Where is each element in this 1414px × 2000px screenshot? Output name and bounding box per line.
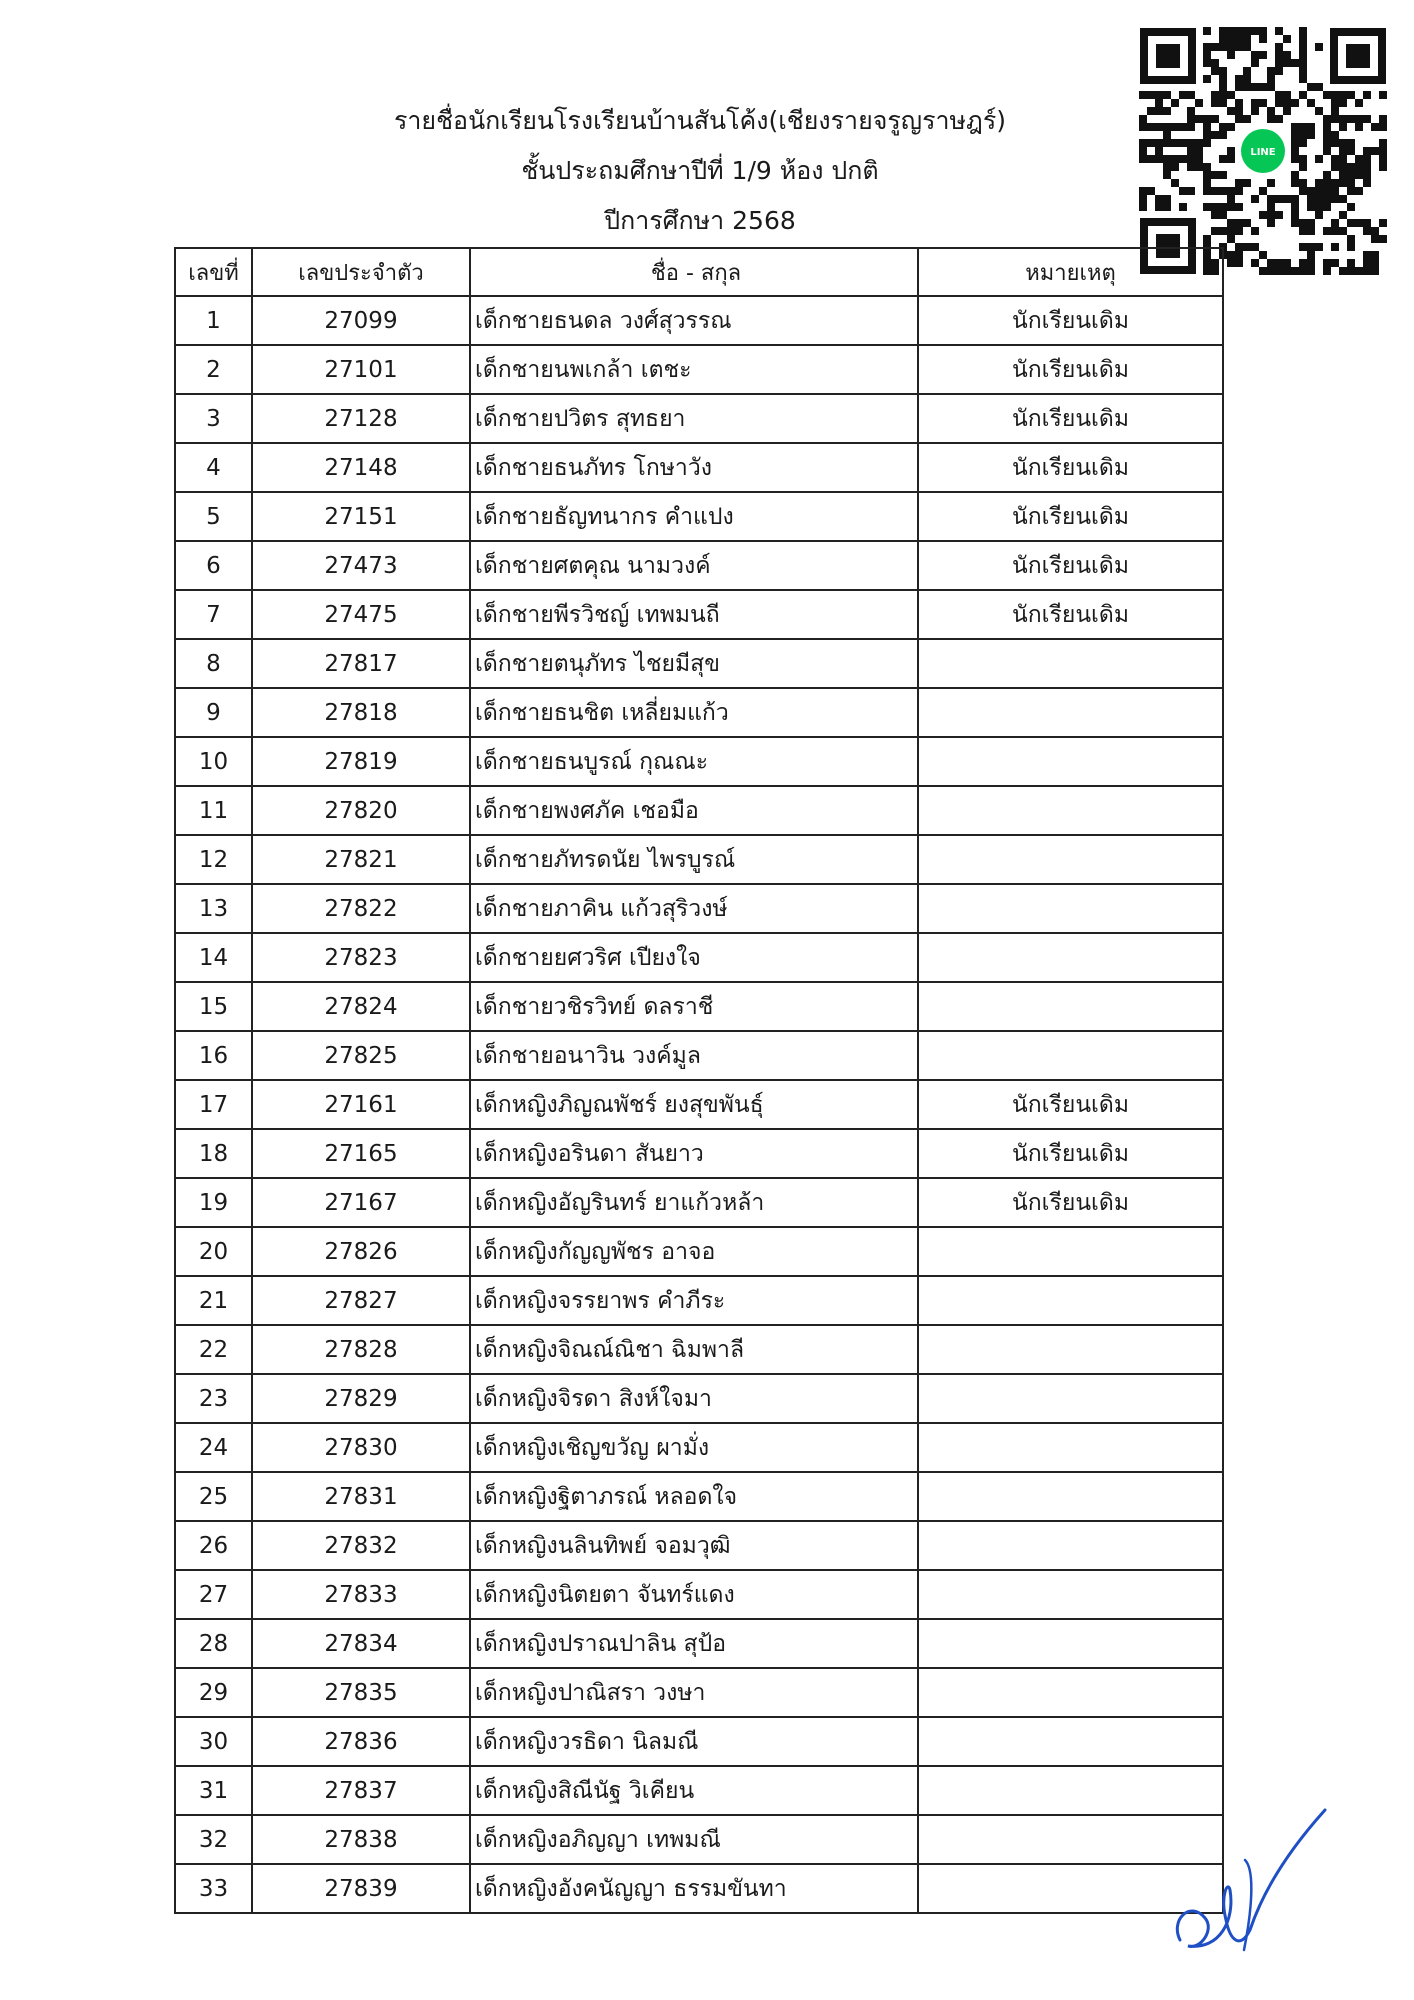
cell-number: 15 bbox=[175, 982, 252, 1031]
cell-number: 16 bbox=[175, 1031, 252, 1080]
table-row bbox=[175, 1570, 1223, 1619]
student-roster-table bbox=[174, 247, 1224, 1914]
cell-remark: นักเรียนเดิม bbox=[918, 345, 1223, 394]
cell-number: 4 bbox=[175, 443, 252, 492]
table-row bbox=[175, 835, 1223, 884]
cell-full-name: เด็กหญิงจิณณ์ณิชา ฉิมพาลี bbox=[470, 1325, 918, 1374]
cell-remark bbox=[918, 1570, 1223, 1619]
cell-student-id: 27825 bbox=[252, 1031, 470, 1080]
cell-remark bbox=[918, 786, 1223, 835]
cell-number: 32 bbox=[175, 1815, 252, 1864]
header-remark: หมายเหตุ bbox=[918, 248, 1223, 296]
cell-student-id: 27833 bbox=[252, 1570, 470, 1619]
cell-student-id: 27128 bbox=[252, 394, 470, 443]
cell-student-id: 27099 bbox=[252, 296, 470, 345]
cell-remark bbox=[918, 884, 1223, 933]
cell-full-name: เด็กชายปวิตร สุทธยา bbox=[470, 394, 918, 443]
cell-full-name: เด็กชายธนดล วงศ์สุวรรณ bbox=[470, 296, 918, 345]
grade-class-line: ชั้นประถมศึกษาปีที่ 1/9 ห้อง ปกติ bbox=[521, 156, 879, 185]
cell-student-id: 27827 bbox=[252, 1276, 470, 1325]
cell-student-id: 27473 bbox=[252, 541, 470, 590]
table-row bbox=[175, 1668, 1223, 1717]
cell-remark bbox=[918, 933, 1223, 982]
cell-remark: นักเรียนเดิม bbox=[918, 1178, 1223, 1227]
cell-student-id: 27822 bbox=[252, 884, 470, 933]
academic-year-line: ปีการศึกษา 2568 bbox=[604, 206, 796, 235]
table-row bbox=[175, 1766, 1223, 1815]
table-header-row bbox=[175, 248, 1223, 296]
cell-remark bbox=[918, 1521, 1223, 1570]
cell-student-id: 27838 bbox=[252, 1815, 470, 1864]
cell-number: 29 bbox=[175, 1668, 252, 1717]
cell-full-name: เด็กหญิงปาณิสรา วงษา bbox=[470, 1668, 918, 1717]
document-title: รายชื่อนักเรียนโรงเรียนบ้านสันโค้ง(เชียงรายจรูญราษฎร์) bbox=[393, 106, 1007, 135]
cell-number: 10 bbox=[175, 737, 252, 786]
cell-student-id: 27148 bbox=[252, 443, 470, 492]
cell-number: 30 bbox=[175, 1717, 252, 1766]
cell-number: 24 bbox=[175, 1423, 252, 1472]
cell-remark: นักเรียนเดิม bbox=[918, 394, 1223, 443]
header-number: เลขที่ bbox=[175, 248, 252, 296]
table-row bbox=[175, 541, 1223, 590]
finder-pattern-top-right bbox=[1330, 28, 1386, 84]
cell-remark bbox=[918, 1031, 1223, 1080]
table-row bbox=[175, 492, 1223, 541]
cell-remark bbox=[918, 1668, 1223, 1717]
cell-number: 11 bbox=[175, 786, 252, 835]
cell-remark: นักเรียนเดิม bbox=[918, 590, 1223, 639]
table-row bbox=[175, 786, 1223, 835]
cell-student-id: 27830 bbox=[252, 1423, 470, 1472]
cell-full-name: เด็กหญิงจรรยาพร คำภีระ bbox=[470, 1276, 918, 1325]
cell-number: 23 bbox=[175, 1374, 252, 1423]
cell-student-id: 27101 bbox=[252, 345, 470, 394]
cell-number: 2 bbox=[175, 345, 252, 394]
cell-student-id: 27151 bbox=[252, 492, 470, 541]
table-row bbox=[175, 1325, 1223, 1374]
qr-code-icon bbox=[1136, 24, 1390, 278]
cell-student-id: 27836 bbox=[252, 1717, 470, 1766]
cell-number: 9 bbox=[175, 688, 252, 737]
cell-full-name: เด็กหญิงกัญญพัชร อาจอ bbox=[470, 1227, 918, 1276]
document-header bbox=[300, 96, 1100, 246]
cell-full-name: เด็กหญิงอังคนัญญา ธรรมขันทา bbox=[470, 1864, 918, 1913]
cell-full-name: เด็กชายพีรวิชญ์ เทพมนถี bbox=[470, 590, 918, 639]
cell-student-id: 27824 bbox=[252, 982, 470, 1031]
cell-full-name: เด็กชายยศวริศ เปียงใจ bbox=[470, 933, 918, 982]
cell-remark: นักเรียนเดิม bbox=[918, 1129, 1223, 1178]
cell-full-name: เด็กหญิงอัญรินทร์ ยาแก้วหล้า bbox=[470, 1178, 918, 1227]
cell-student-id: 27826 bbox=[252, 1227, 470, 1276]
cell-full-name: เด็กชายภาคิน แก้วสุริวงษ์ bbox=[470, 884, 918, 933]
cell-full-name: เด็กหญิงวรธิดา นิลมณี bbox=[470, 1717, 918, 1766]
cell-student-id: 27475 bbox=[252, 590, 470, 639]
cell-remark: นักเรียนเดิม bbox=[918, 443, 1223, 492]
cell-number: 8 bbox=[175, 639, 252, 688]
cell-full-name: เด็กหญิงภิญณพัชร์ ยงสุขพันธุ์ bbox=[470, 1080, 918, 1129]
cell-full-name: เด็กชายนพเกล้า เตชะ bbox=[470, 345, 918, 394]
cell-number: 12 bbox=[175, 835, 252, 884]
cell-student-id: 27828 bbox=[252, 1325, 470, 1374]
cell-number: 3 bbox=[175, 394, 252, 443]
cell-number: 18 bbox=[175, 1129, 252, 1178]
cell-remark bbox=[918, 1325, 1223, 1374]
cell-full-name: เด็กหญิงสิณีนัฐ วิเคียน bbox=[470, 1766, 918, 1815]
cell-full-name: เด็กชายภัทรดนัย ไพรบูรณ์ bbox=[470, 835, 918, 884]
cell-number: 14 bbox=[175, 933, 252, 982]
table-row bbox=[175, 933, 1223, 982]
table-row bbox=[175, 394, 1223, 443]
cell-full-name: เด็กชายพงศภัค เชอมือ bbox=[470, 786, 918, 835]
cell-full-name: เด็กชายธนชิต เหลี่ยมแก้ว bbox=[470, 688, 918, 737]
cell-student-id: 27831 bbox=[252, 1472, 470, 1521]
cell-remark: นักเรียนเดิม bbox=[918, 541, 1223, 590]
cell-full-name: เด็กหญิงปราณปาลิน สุป้อ bbox=[470, 1619, 918, 1668]
cell-full-name: เด็กชายศตคุณ นามวงค์ bbox=[470, 541, 918, 590]
cell-full-name: เด็กชายธัญทนากร คำแปง bbox=[470, 492, 918, 541]
cell-full-name: เด็กหญิงอภิญญา เทพมณี bbox=[470, 1815, 918, 1864]
cell-number: 25 bbox=[175, 1472, 252, 1521]
cell-student-id: 27829 bbox=[252, 1374, 470, 1423]
cell-full-name: เด็กชายธนภัทร โกษาวัง bbox=[470, 443, 918, 492]
table-row bbox=[175, 639, 1223, 688]
cell-remark bbox=[918, 982, 1223, 1031]
table-row bbox=[175, 1815, 1223, 1864]
cell-number: 7 bbox=[175, 590, 252, 639]
cell-remark bbox=[918, 1276, 1223, 1325]
cell-student-id: 27835 bbox=[252, 1668, 470, 1717]
cell-number: 5 bbox=[175, 492, 252, 541]
cell-number: 26 bbox=[175, 1521, 252, 1570]
table-body bbox=[175, 296, 1223, 1913]
line-badge-text: LINE bbox=[1250, 147, 1276, 158]
table-row bbox=[175, 1472, 1223, 1521]
cell-student-id: 27832 bbox=[252, 1521, 470, 1570]
table-row bbox=[175, 345, 1223, 394]
cell-student-id: 27165 bbox=[252, 1129, 470, 1178]
cell-remark: นักเรียนเดิม bbox=[918, 296, 1223, 345]
line-logo-badge bbox=[1237, 125, 1289, 177]
table-row bbox=[175, 296, 1223, 345]
cell-student-id: 27820 bbox=[252, 786, 470, 835]
cell-remark bbox=[918, 1227, 1223, 1276]
cell-full-name: เด็กหญิงนลินทิพย์ จอมวุฒิ bbox=[470, 1521, 918, 1570]
cell-student-id: 27837 bbox=[252, 1766, 470, 1815]
cell-student-id: 27817 bbox=[252, 639, 470, 688]
cell-student-id: 27839 bbox=[252, 1864, 470, 1913]
cell-remark: นักเรียนเดิม bbox=[918, 1080, 1223, 1129]
cell-student-id: 27821 bbox=[252, 835, 470, 884]
cell-remark bbox=[918, 835, 1223, 884]
cell-remark bbox=[918, 737, 1223, 786]
cell-full-name: เด็กหญิงอรินดา สันยาว bbox=[470, 1129, 918, 1178]
table-row bbox=[175, 1717, 1223, 1766]
cell-number: 13 bbox=[175, 884, 252, 933]
table-row bbox=[175, 1864, 1223, 1913]
signature-icon bbox=[1160, 1800, 1340, 1970]
cell-remark bbox=[918, 1472, 1223, 1521]
cell-student-id: 27161 bbox=[252, 1080, 470, 1129]
cell-remark: นักเรียนเดิม bbox=[918, 492, 1223, 541]
table-row bbox=[175, 982, 1223, 1031]
table-row bbox=[175, 1080, 1223, 1129]
cell-remark bbox=[918, 1374, 1223, 1423]
cell-number: 6 bbox=[175, 541, 252, 590]
cell-number: 1 bbox=[175, 296, 252, 345]
table-row bbox=[175, 590, 1223, 639]
table-row bbox=[175, 1423, 1223, 1472]
cell-remark bbox=[918, 1619, 1223, 1668]
finder-pattern-top-left bbox=[1140, 28, 1196, 84]
table-row bbox=[175, 884, 1223, 933]
table-row bbox=[175, 688, 1223, 737]
cell-remark bbox=[918, 1717, 1223, 1766]
table-row bbox=[175, 737, 1223, 786]
cell-student-id: 27823 bbox=[252, 933, 470, 982]
cell-full-name: เด็กชายตนุภัทร ไชยมีสุข bbox=[470, 639, 918, 688]
cell-full-name: เด็กหญิงจิรดา สิงห์ใจมา bbox=[470, 1374, 918, 1423]
table-row bbox=[175, 443, 1223, 492]
table-row bbox=[175, 1178, 1223, 1227]
table-row bbox=[175, 1129, 1223, 1178]
cell-full-name: เด็กชายธนบูรณ์ กุณณะ bbox=[470, 737, 918, 786]
cell-number: 20 bbox=[175, 1227, 252, 1276]
cell-student-id: 27819 bbox=[252, 737, 470, 786]
cell-number: 31 bbox=[175, 1766, 252, 1815]
cell-number: 28 bbox=[175, 1619, 252, 1668]
cell-number: 27 bbox=[175, 1570, 252, 1619]
header-student-id: เลขประจำตัว bbox=[252, 248, 470, 296]
cell-student-id: 27818 bbox=[252, 688, 470, 737]
cell-student-id: 27167 bbox=[252, 1178, 470, 1227]
cell-full-name: เด็กชายอนาวิน วงค์มูล bbox=[470, 1031, 918, 1080]
table-row bbox=[175, 1521, 1223, 1570]
table-row bbox=[175, 1276, 1223, 1325]
table-row bbox=[175, 1031, 1223, 1080]
cell-full-name: เด็กชายวชิรวิทย์ ดลราชี bbox=[470, 982, 918, 1031]
cell-number: 19 bbox=[175, 1178, 252, 1227]
cell-number: 21 bbox=[175, 1276, 252, 1325]
cell-remark bbox=[918, 639, 1223, 688]
cell-full-name: เด็กหญิงนิตยตา จันทร์แดง bbox=[470, 1570, 918, 1619]
cell-number: 33 bbox=[175, 1864, 252, 1913]
header-full-name: ชื่อ - สกุล bbox=[470, 248, 918, 296]
table-row bbox=[175, 1374, 1223, 1423]
cell-full-name: เด็กหญิงฐิตาภรณ์ หลอดใจ bbox=[470, 1472, 918, 1521]
table-row bbox=[175, 1227, 1223, 1276]
cell-full-name: เด็กหญิงเชิญขวัญ ผามั่ง bbox=[470, 1423, 918, 1472]
cell-remark bbox=[918, 688, 1223, 737]
cell-number: 22 bbox=[175, 1325, 252, 1374]
cell-remark bbox=[918, 1423, 1223, 1472]
cell-number: 17 bbox=[175, 1080, 252, 1129]
table-row bbox=[175, 1619, 1223, 1668]
cell-student-id: 27834 bbox=[252, 1619, 470, 1668]
